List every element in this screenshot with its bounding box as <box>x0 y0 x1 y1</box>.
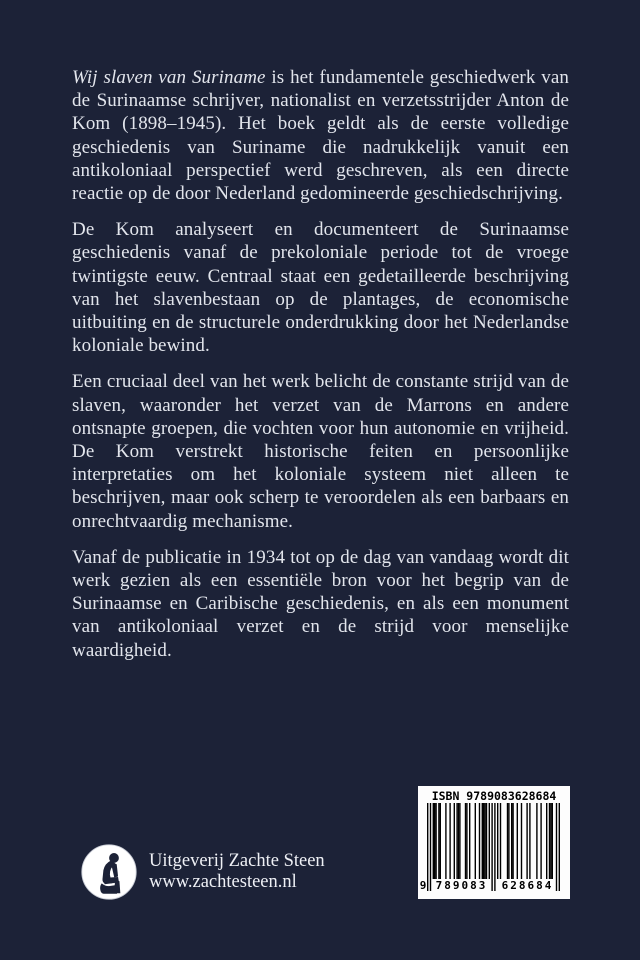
publisher-website: www.zachtesteen.nl <box>149 872 297 892</box>
thinker-statue-icon <box>80 843 138 901</box>
publisher-block <box>80 843 325 901</box>
publisher-name: Uitgeverij Zachte Steen <box>149 851 325 871</box>
ean-digits-right: 628684 <box>501 879 554 892</box>
synopsis-paragraph-1 <box>72 66 569 205</box>
synopsis-paragraph-2: De Kom analyseert en documenteert de Surinaamse geschiedenis vanaf de prekoloniale periode tot de vroege twintigste eeuw. Centraal staat een gedetailleerde beschrijving van het slavenbestaan op de plantages, de economische uitbuiting en de structurele onderdrukking door het Nederlandse koloniale bewind. <box>72 219 569 357</box>
synopsis-paragraph-4: Vanaf de publicatie in 1934 tot op de dag van vandaag wordt dit werk gezien als een essentiële bron voor het begrip van de Surinaamse en Caribische geschiedenis, en als een monument van antikoloniaal verzet en de strijd voor menselijke waardigheid. <box>72 546 569 661</box>
ean13-bars <box>427 803 560 891</box>
back-cover-synopsis <box>72 66 569 675</box>
ean-digits-left: 789083 <box>435 879 488 892</box>
ean-digit-first: 9 <box>419 879 427 892</box>
synopsis-paragraph-3: Een cruciaal deel van het werk belicht de constante strijd van de slaven, waaronder het verzet van de Marrons en andere ontsnapte groepen, die vochten voor hun autonomie en vrijheid. De Kom verstrekt historische feiten en persoonlijke interpretaties om het koloniale systeem niet alleen te beschrijven, maar ook scherp te veroordelen als een barbaars en onrechtvaardig mechanisme. <box>72 371 569 532</box>
isbn-label: ISBN 9789083628684 <box>431 789 557 803</box>
publisher-text <box>149 851 325 893</box>
isbn-barcode <box>418 786 570 899</box>
paragraph-1-text: is het fundamentele geschiedwerk van de Surinaamse schrijver, nationalist en verzetsstrijder Anton de Kom (1898–1945). Het boek geldt als de eerste volledige geschiedenis van Suriname die nadrukkelijk vanuit een antikoloniaal perspectief werd geschreven, als een directe reactie op de door Nederland gedomineerde geschiedschrijving. <box>72 67 569 205</box>
book-title-italic: Wij slaven van Suriname <box>72 67 266 88</box>
